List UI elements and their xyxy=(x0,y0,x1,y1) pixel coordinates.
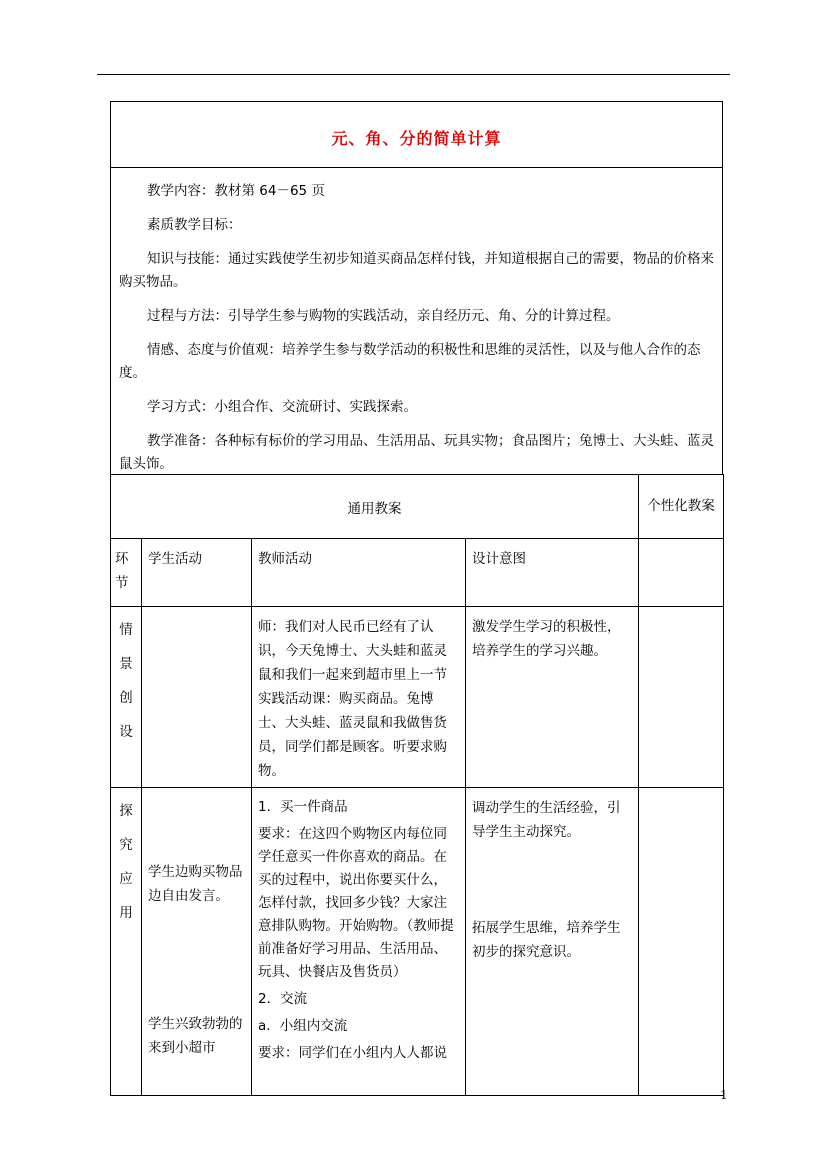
student-cell xyxy=(142,607,252,788)
intro-learning-mode: 学习方式：小组合作、交流研讨、实践探索。 xyxy=(147,399,417,415)
personal-cell xyxy=(639,788,724,1096)
intro-objectives: 素质教学目标： xyxy=(147,217,242,233)
page-number: 1 xyxy=(720,1088,728,1102)
general-plan-header: 通用教案 xyxy=(111,475,639,539)
design-intent-1: 调动学生的生活经验，引导学生主动探究。 xyxy=(472,800,621,840)
title-box xyxy=(110,101,723,168)
intro-attitude: 情感、态度与价值观：培养学生参与数学活动的积极性和思维的灵活性，以及与他人合作的态度。 xyxy=(119,342,701,381)
teacher-cell: 师：我们对人民币已经有了认识，今天兔博士、大头蛙和蓝灵鼠和我们一起来到超市里上一节实践活动课：购买商品。兔博士、大头蛙、蓝灵鼠和我做售货员，同学们都是顾客。听要求购物。 xyxy=(252,607,466,788)
stage-cell xyxy=(111,607,142,788)
personal-plan-header: 个性化教案 xyxy=(639,475,724,539)
teacher-cell xyxy=(252,788,466,1096)
teacher-step-1-requirement: 要求：在这四个购物区内每位同学任意买一件你喜欢的商品。在买的过程中，说出你要买什么，怎样付款，找回多少钱？大家注意排队购物。开始购物。（教师提前准备好学习用品、生活用品、玩具、快餐店及售货员） xyxy=(258,826,454,980)
intro-preparation: 教学准备：各种标有标价的学习用品、生活用品、玩具实物；食品图片；兔博士、大头蛙、蓝灵鼠头饰。 xyxy=(119,433,714,472)
teacher-header: 教师活动 xyxy=(252,539,466,607)
stage-label: 探 究 应 用 xyxy=(119,803,133,921)
table-header-row-2 xyxy=(111,539,724,607)
student-activity-1: 学生边购买物品边自由发言。 xyxy=(148,864,243,904)
personal-cell xyxy=(639,539,724,607)
teacher-step-1: 1．买一件商品 xyxy=(258,799,348,815)
intro-knowledge: 知识与技能：通过实践使学生初步知道买商品怎样付钱，并知道根据自己的需要，物品的价格来购买物品。 xyxy=(119,251,714,290)
header-rule xyxy=(97,74,730,75)
intro-content: 教学内容：教材第 64－65 页 xyxy=(147,183,325,199)
lesson-title: 元、角、分的简单计算 xyxy=(331,129,502,148)
teacher-step-2a-requirement: 要求：同学们在小组内人人都说 xyxy=(258,1045,447,1061)
student-cell xyxy=(142,788,252,1096)
table-header-row-1 xyxy=(111,475,724,539)
intro-process: 过程与方法：引导学生参与购物的实践活动，亲自经历元、角、分的计算过程。 xyxy=(147,308,620,324)
design-cell: 激发学生学习的积极性，培养学生的学习兴趣。 xyxy=(466,607,639,788)
stage-cell xyxy=(111,788,142,1096)
personal-cell xyxy=(639,607,724,788)
design-header: 设计意图 xyxy=(466,539,639,607)
student-activity-2: 学生兴致勃勃的来到小超市 xyxy=(148,1016,243,1056)
teacher-step-2: 2．交流 xyxy=(258,991,308,1007)
lesson-plan-table xyxy=(110,474,724,1096)
design-cell xyxy=(466,788,639,1096)
stage-label: 情 景 创 设 xyxy=(119,622,133,740)
intro-section xyxy=(110,167,723,475)
stage-header: 环节 xyxy=(111,539,142,607)
student-header: 学生活动 xyxy=(142,539,252,607)
teacher-step-2a: a．小组内交流 xyxy=(258,1018,348,1034)
design-intent-2: 拓展学生思维，培养学生初步的探究意识。 xyxy=(472,920,621,960)
table-row xyxy=(111,788,724,1096)
table-row xyxy=(111,607,724,788)
